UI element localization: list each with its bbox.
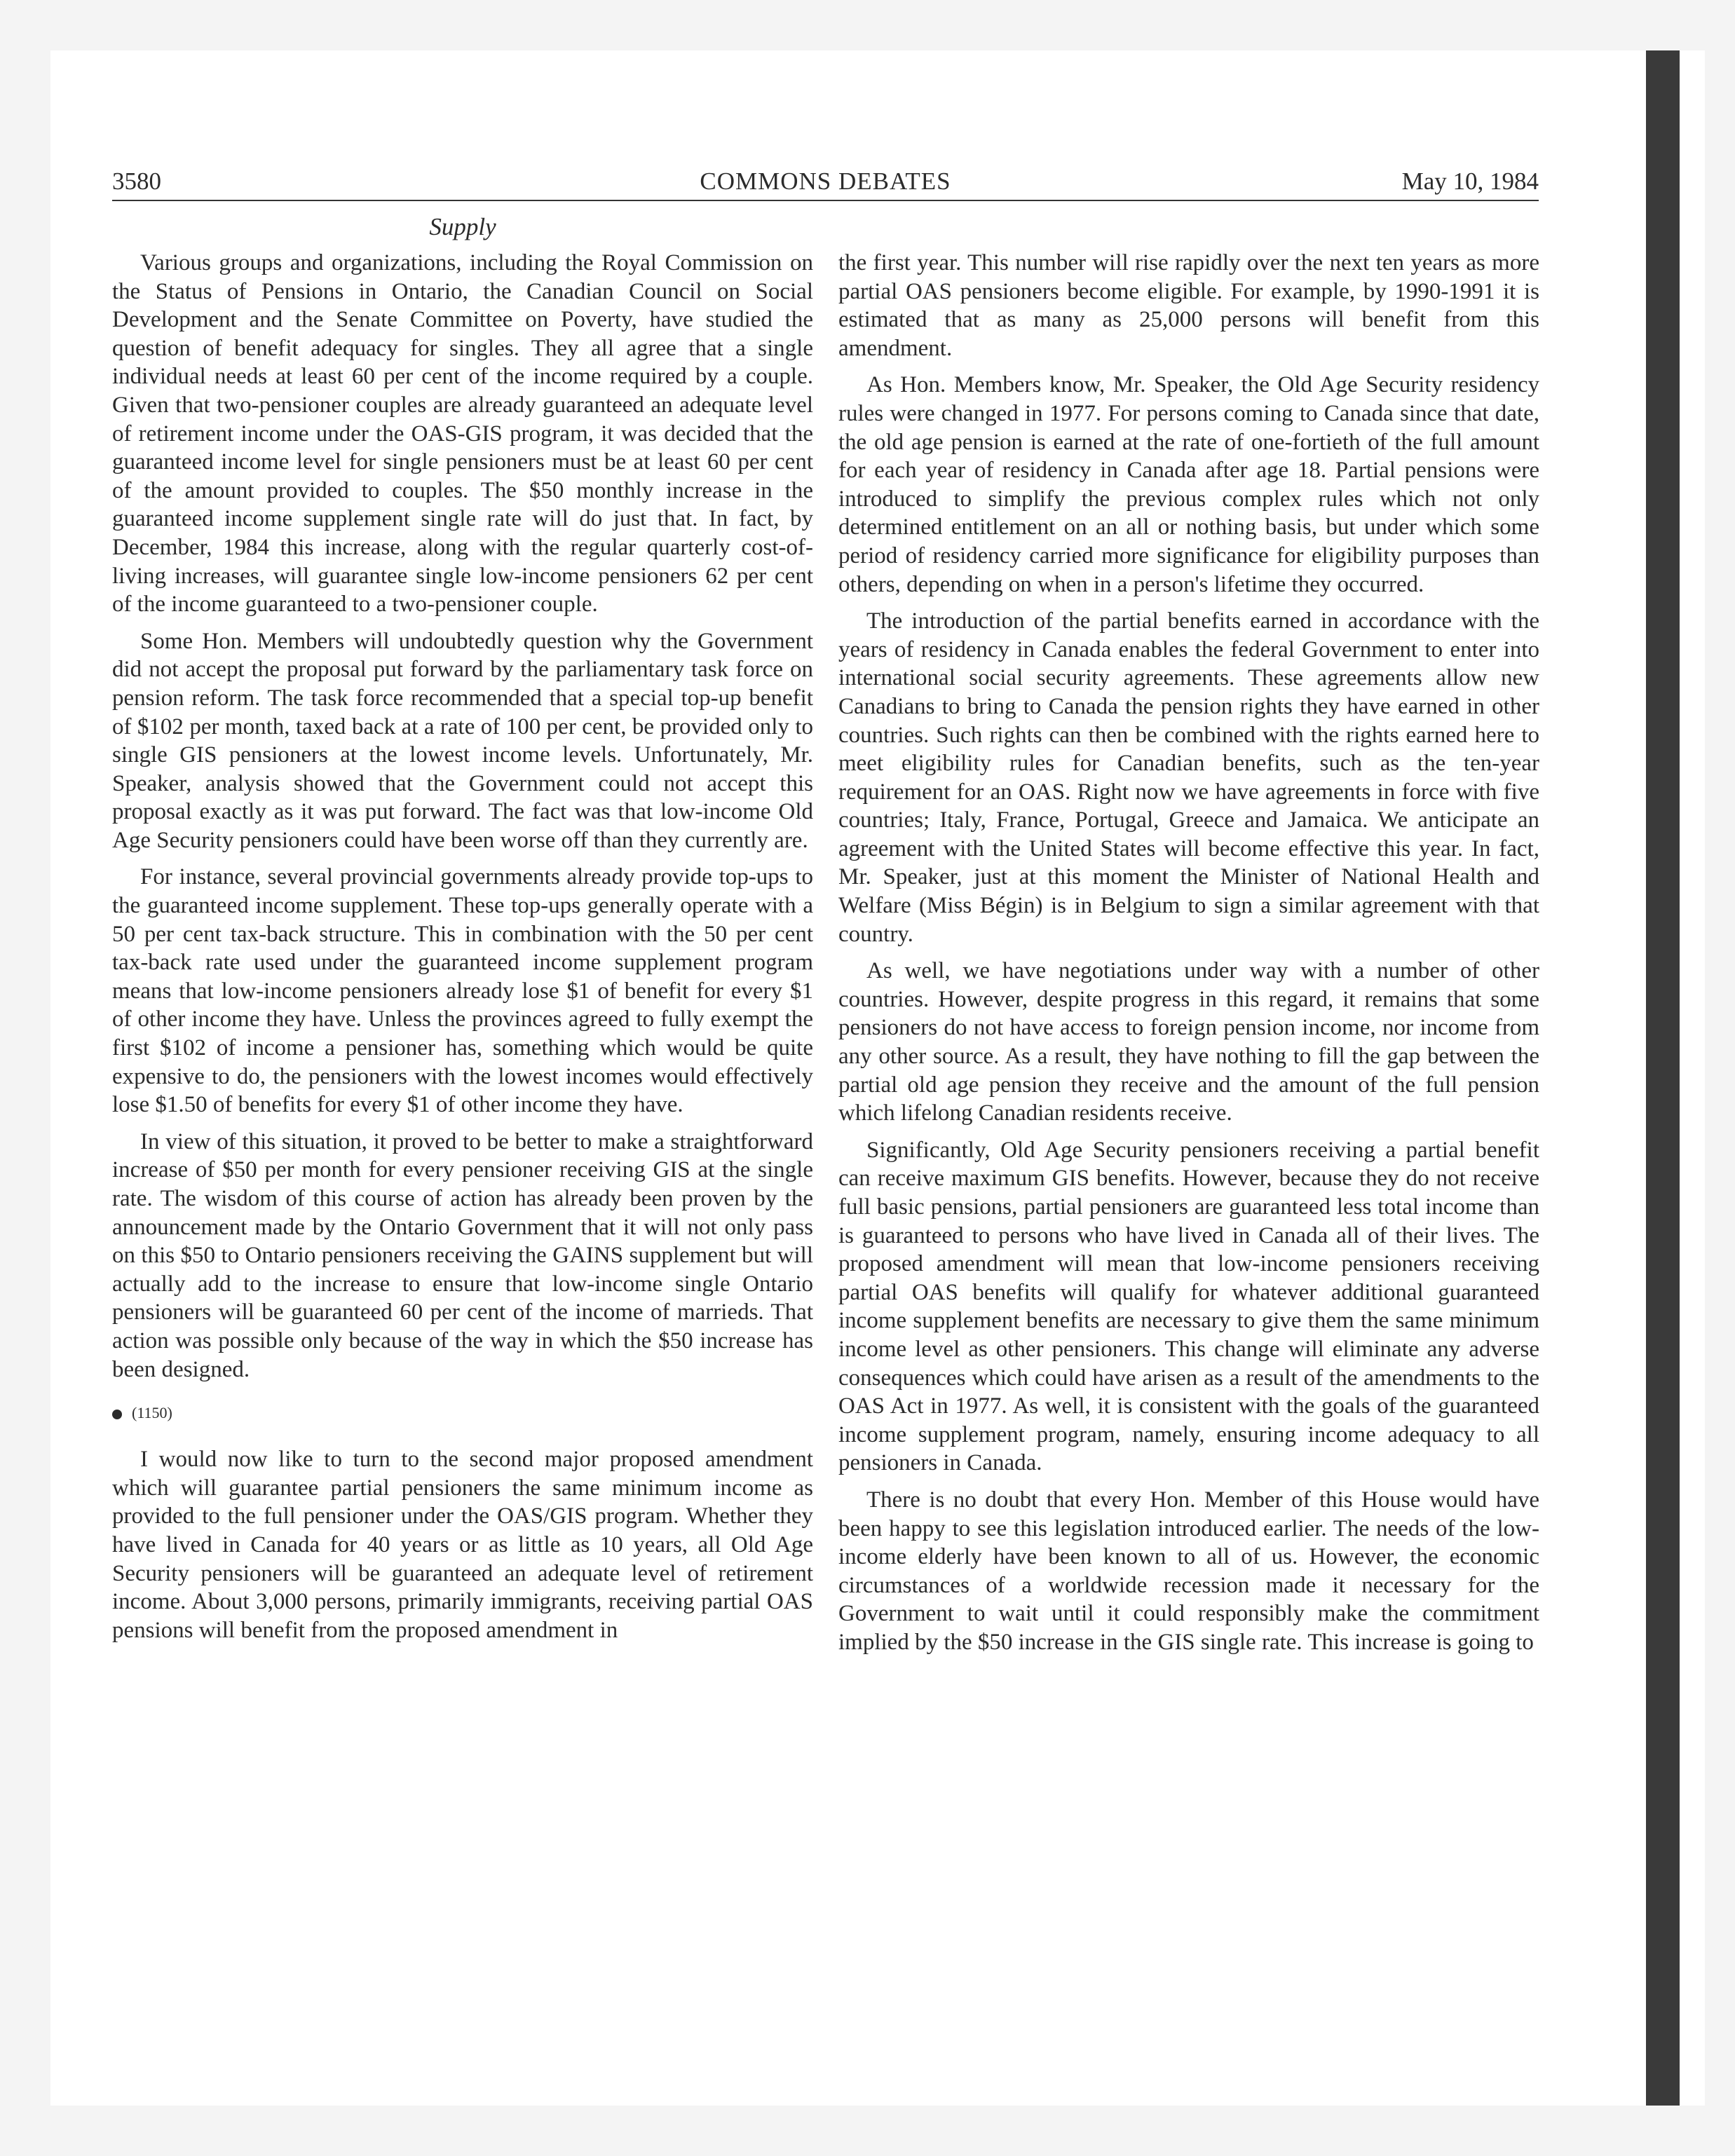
left-column <box>112 249 813 1653</box>
header-date: May 10, 1984 <box>1401 168 1539 195</box>
right-column <box>838 249 1539 1665</box>
paragraph: the first year. This number will rise rapidly over the next ten years as more partial OAS pensioners become eligible. For example, by 1990-1991 it is estimated that as many as 25,000 persons will benefit from this amendment. <box>838 250 1539 361</box>
running-header <box>112 165 1539 200</box>
bullet-dot-icon <box>112 1410 122 1419</box>
section-title: Supply <box>429 213 496 240</box>
time-marker-label: (1150) <box>132 1404 172 1422</box>
paragraph: In view of this situation, it proved to be better to make a straightforward increase of $50 per month for every pensioner receiving GIS at the single rate. The wisdom of this course of action has already been proven by the announcement made by the Ontario Government that it will not only pass on this $50 to Ontario pensioners receiving the GAINS supplement but will actually add to the increase to ensure that low-income single Ontario pensioners will be guaranteed 60 per cent of the income of marrieds. That action was possible only because of the way in which the $50 increase has been designed. <box>112 1128 813 1382</box>
paragraph: Significantly, Old Age Security pensioners receiving a partial benefit can receive maximum GIS benefits. However, because they do not receive full basic pensions, partial pensioners are guaranteed less total income than is guaranteed to persons who have lived in Canada all of their lives. The proposed amendment will mean that low-income pensioners receiving partial OAS benefits will qualify for whatever additional guaranteed income supplement benefits are necessary to give them the same minimum income level as other pensioners. This change will eliminate any adverse consequences which could have arisen as a result of the amendments to the OAS Act in 1977. As well, it is consistent with the goals of the guaranteed income supplement program, namely, ensuring income adequacy to all pensioners in Canada. <box>838 1137 1539 1476</box>
time-marker <box>112 1399 813 1427</box>
publication-title: COMMONS DEBATES <box>700 168 951 195</box>
paragraph: As Hon. Members know, Mr. Speaker, the Old Age Security residency rules were changed in 1977. For persons coming to Canada since that date, the old age pension is earned at the rate of one-fortieth of the full amount for each year of residency in Canada after age 18. Partial pensions were introduced to simplify the previous complex rules which not only determined entitlement on an all or nothing basis, but under which some period of residency carried more significance for eligibility purposes than others, depending on when in a person's lifetime they occurred. <box>838 372 1539 597</box>
paragraph: I would now like to turn to the second major proposed amendment which will guarantee partial pensioners the same minimum income as provided to the full pensioner under the OAS/GIS program. Whether they have lived in Canada for 40 years or as little as 10 years, all Old Age Security pensioners will be guaranteed an adequate level of retirement income. About 3,000 persons, primarily immigrants, receiving partial OAS pensions will benefit from the proposed amendment in <box>112 1447 813 1643</box>
paragraph: Some Hon. Members will undoubtedly question why the Government did not accept the proposal put forward by the parliamentary task force on pension reform. The task force recommended that a special top-up benefit of $102 per month, taxed back at a rate of 100 per cent, be provided only to single GIS pensioners at the lowest income levels. Unfortunately, Mr. Speaker, analysis showed that the Government could not accept this proposal exactly as it was put forward. The fact was that low-income Old Age Security pensioners could have been worse off than they currently are. <box>112 628 813 853</box>
paragraph: Various groups and organizations, including the Royal Commission on the Status of Pensions in Ontario, the Canadian Council on Social Development and the Senate Committee on Poverty, have studied the question of benefit adequacy for singles. They all agree that a single individual needs at least 60 per cent of the income required by a couple. Given that two-pensioner couples are already guaranteed an adequate level of retirement income under the OAS-GIS program, it was decided that the guaranteed income level for single pensioners must be at least 60 per cent of the amount provided to couples. The $50 monthly increase in the guaranteed income supplement single rate will do just that. In fact, by December, 1984 this increase, along with the regular quarterly cost-of-living increases, will guarantee single low-income pensioners 62 per cent of the income guaranteed to a two-pensioner couple. <box>112 250 813 618</box>
paragraph: There is no doubt that every Hon. Member of this House would have been happy to see this legislation introduced earlier. The needs of the low-income elderly have been known to all of us. However, the economic circumstances of a worldwide recession made it necessary for the Government to wait until it could responsibly make the commitment implied by the $50 increase in the GIS single rate. This increase is going to <box>838 1487 1539 1655</box>
binding-edge <box>1646 50 1680 2106</box>
page-number: 3580 <box>112 168 161 195</box>
paragraph: For instance, several provincial governments already provide top-ups to the guaranteed income supplement. These top-ups generally operate with a 50 per cent tax-back structure. This in combination with the 50 per cent tax-back rate used under the guaranteed income supplement program means that low-income pensioners already lose $1 of benefit for every $1 of other income they have. Unless the provinces agreed to fully exempt the first $102 of income a pensioner has, something which would be quite expensive to do, the pensioners with the lowest incomes would effectively lose $1.50 of benefits for every $1 of other income they have. <box>112 864 813 1118</box>
header-rule <box>112 200 1539 201</box>
paragraph: The introduction of the partial benefits earned in accordance with the years of residency in Canada enables the federal Government to enter into international social security agreements. These agreements allow new Canadians to bring to Canada the pension rights they have earned in other countries. Such rights can then be combined with the rights earned here to meet eligibility rules for Canadian benefits, such as the ten-year requirement for an OAS. Right now we have agreements in force with five countries; Italy, France, Portugal, Greece and Jamaica. We anticipate an agreement with the United States will become effective this year. In fact, Mr. Speaker, just at this moment the Minister of National Health and Welfare (Miss Bégin) is in Belgium to sign a similar agreement with that country. <box>838 608 1539 947</box>
paragraph: As well, we have negotiations under way with a number of other countries. However, despite progress in this regard, it remains that some pensioners do not have access to foreign pension income, nor income from any other source. As a result, they have nothing to fill the gap between the partial old age pension they receive and the amount of the full pension which lifelong Canadian residents receive. <box>838 958 1539 1126</box>
